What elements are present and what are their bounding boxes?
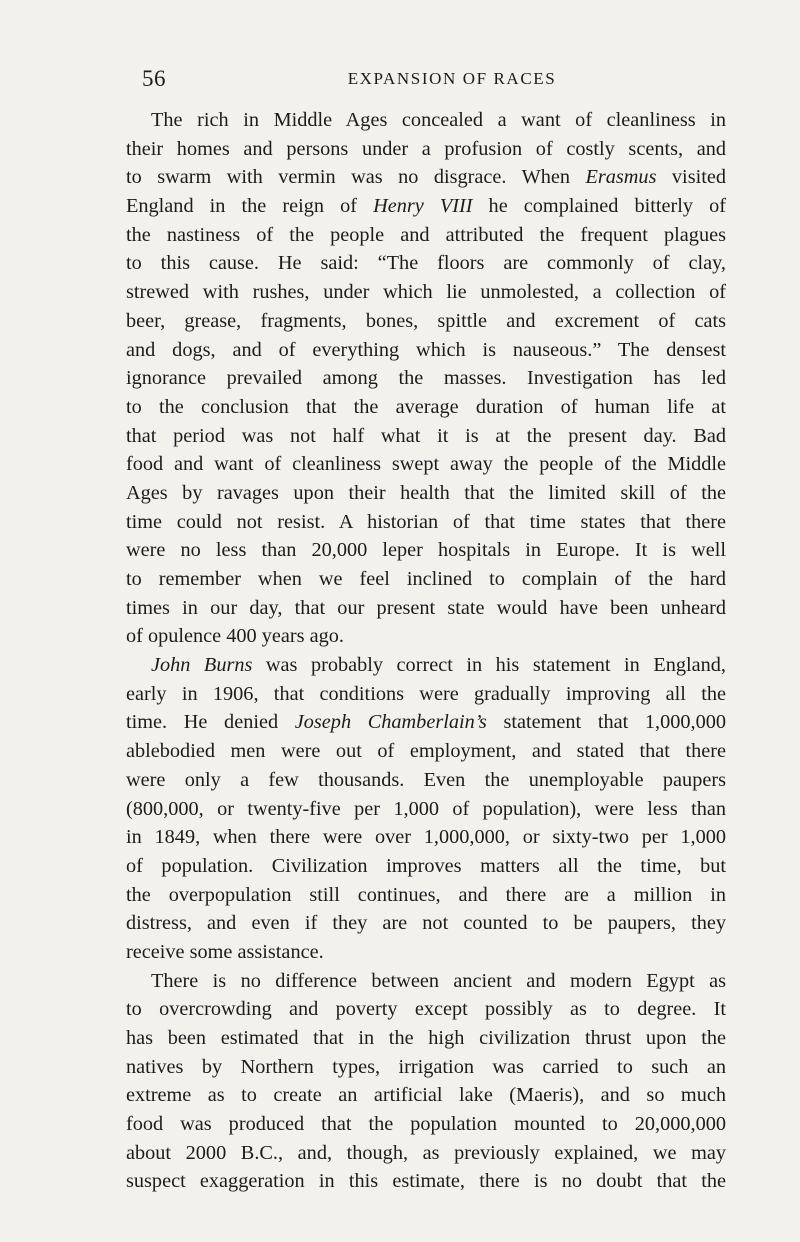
text-run: of population. Civilization improves matters all the time, but xyxy=(126,854,726,877)
text-line xyxy=(126,881,726,910)
text-run: ablebodied men were out of employment, and stated that there xyxy=(126,740,726,763)
text-line xyxy=(126,364,726,393)
italic-name: Henry VIII xyxy=(373,195,473,218)
text-line xyxy=(126,163,726,192)
text-line xyxy=(126,823,726,852)
text-line xyxy=(126,594,726,623)
text-run: time. He denied xyxy=(126,711,295,734)
text-run: to remember when we feel inclined to complain of the hard xyxy=(126,568,726,590)
text-run: visited xyxy=(656,166,726,189)
text-line xyxy=(126,508,726,537)
text-run: There is no difference between ancient and modern Egypt as xyxy=(151,969,726,992)
text-run: was probably correct in his statement in England, xyxy=(252,654,726,677)
text-line xyxy=(126,708,726,737)
text-line xyxy=(126,967,726,996)
text-line xyxy=(126,795,726,824)
text-line xyxy=(126,479,726,508)
text-line xyxy=(126,766,726,795)
text-run: to the conclusion that the average duration of human life at xyxy=(126,395,726,418)
text-run: natives by Northern types, irrigation was carried to such an xyxy=(126,1055,726,1078)
text-line xyxy=(126,221,726,250)
text-run: he complained bitterly of xyxy=(472,195,726,218)
text-run: has been estimated that in the high civilization thrust upon the xyxy=(126,1027,726,1049)
body-text xyxy=(126,106,726,1196)
text-run: ignorance prevailed among the masses. Investigation has led xyxy=(126,367,726,390)
text-run: strewed with rushes, under which lie unmolested, a collection of xyxy=(126,281,726,304)
text-run: were no less than 20,000 leper hospitals in Europe. It is well xyxy=(126,539,726,562)
text-line xyxy=(126,1139,726,1168)
text-line xyxy=(126,938,726,967)
text-line xyxy=(126,536,726,565)
text-line xyxy=(126,1167,726,1196)
text-run: of opulence 400 years ago. xyxy=(126,625,344,648)
text-run: extreme as to create an artificial lake (Maeris), and so much xyxy=(126,1084,726,1107)
text-line xyxy=(126,135,726,164)
text-line xyxy=(126,909,726,938)
text-run: about 2000 B.C., and, though, as previously explained, we may xyxy=(126,1141,726,1164)
text-line xyxy=(126,852,726,881)
text-line xyxy=(126,680,726,709)
text-line xyxy=(126,106,726,135)
text-line xyxy=(126,450,726,479)
text-run: to this cause. He said: “The floors are commonly of clay, xyxy=(126,252,726,275)
text-run: and dogs, and of everything which is nauseous.” The densest xyxy=(126,338,726,361)
text-line xyxy=(126,1081,726,1110)
text-run: time could not resist. A historian of that time states that there xyxy=(126,510,726,533)
text-line xyxy=(126,422,726,451)
text-line xyxy=(126,1024,726,1053)
text-run: England in the reign of xyxy=(126,195,374,218)
text-run: beer, grease, fragments, bones, spittle and excrement of cats xyxy=(126,309,726,332)
text-run: the nastiness of the people and attributed the frequent plagues xyxy=(126,223,726,246)
italic-name: Erasmus xyxy=(585,166,657,189)
text-line xyxy=(126,565,726,594)
text-line xyxy=(126,307,726,336)
text-run: distress, and even if they are not counted to be paupers, they xyxy=(126,912,726,935)
text-line xyxy=(126,1110,726,1139)
text-line xyxy=(126,651,726,680)
page-number: 56 xyxy=(142,66,166,91)
text-line xyxy=(126,249,726,278)
text-run: The rich in Middle Ages concealed a want of cleanliness in xyxy=(151,109,726,131)
text-line xyxy=(126,192,726,221)
text-run: early in 1906, that conditions were gradually improving all the xyxy=(126,682,726,705)
running-head: EXPANSION OF RACES xyxy=(347,69,557,88)
text-run: the overpopulation still continues, and there are a million in xyxy=(126,883,726,906)
text-run: Ages by ravages upon their health that the limited skill of the xyxy=(126,481,726,504)
text-run: were only a few thousands. Even the unemployable paupers xyxy=(126,768,726,791)
text-line xyxy=(126,622,726,651)
text-line xyxy=(126,995,726,1024)
page-header xyxy=(142,66,742,90)
text-run: food was produced that the population mounted to 20,000,000 xyxy=(126,1113,726,1136)
text-line xyxy=(126,336,726,365)
text-line xyxy=(126,278,726,307)
text-run: statement that 1,000,000 xyxy=(486,711,726,734)
text-line xyxy=(126,1053,726,1082)
text-run: that period was not half what it is at the present day. Bad xyxy=(126,424,726,447)
text-run: suspect exaggeration in this estimate, there is no doubt that the xyxy=(126,1170,726,1193)
text-run: times in our day, that our present state would have been unheard xyxy=(126,596,726,619)
text-run: receive some assistance. xyxy=(126,940,324,963)
text-run: their homes and persons under a profusion of costly scents, and xyxy=(126,137,726,160)
text-run: in 1849, when there were over 1,000,000, or sixty-two per 1,000 xyxy=(126,826,726,849)
text-run: food and want of cleanliness swept away the people of the Middle xyxy=(126,453,726,476)
italic-name: John Burns xyxy=(151,654,253,677)
text-run: (800,000, or twenty-five per 1,000 of population), were less than xyxy=(126,797,726,820)
text-run: to swarm with vermin was no disgrace. When xyxy=(126,166,586,189)
italic-name: Joseph Chamberlain’s xyxy=(294,711,487,734)
text-run: to overcrowding and poverty except possibly as to degree. It xyxy=(126,998,726,1021)
text-line xyxy=(126,393,726,422)
text-line xyxy=(126,737,726,766)
